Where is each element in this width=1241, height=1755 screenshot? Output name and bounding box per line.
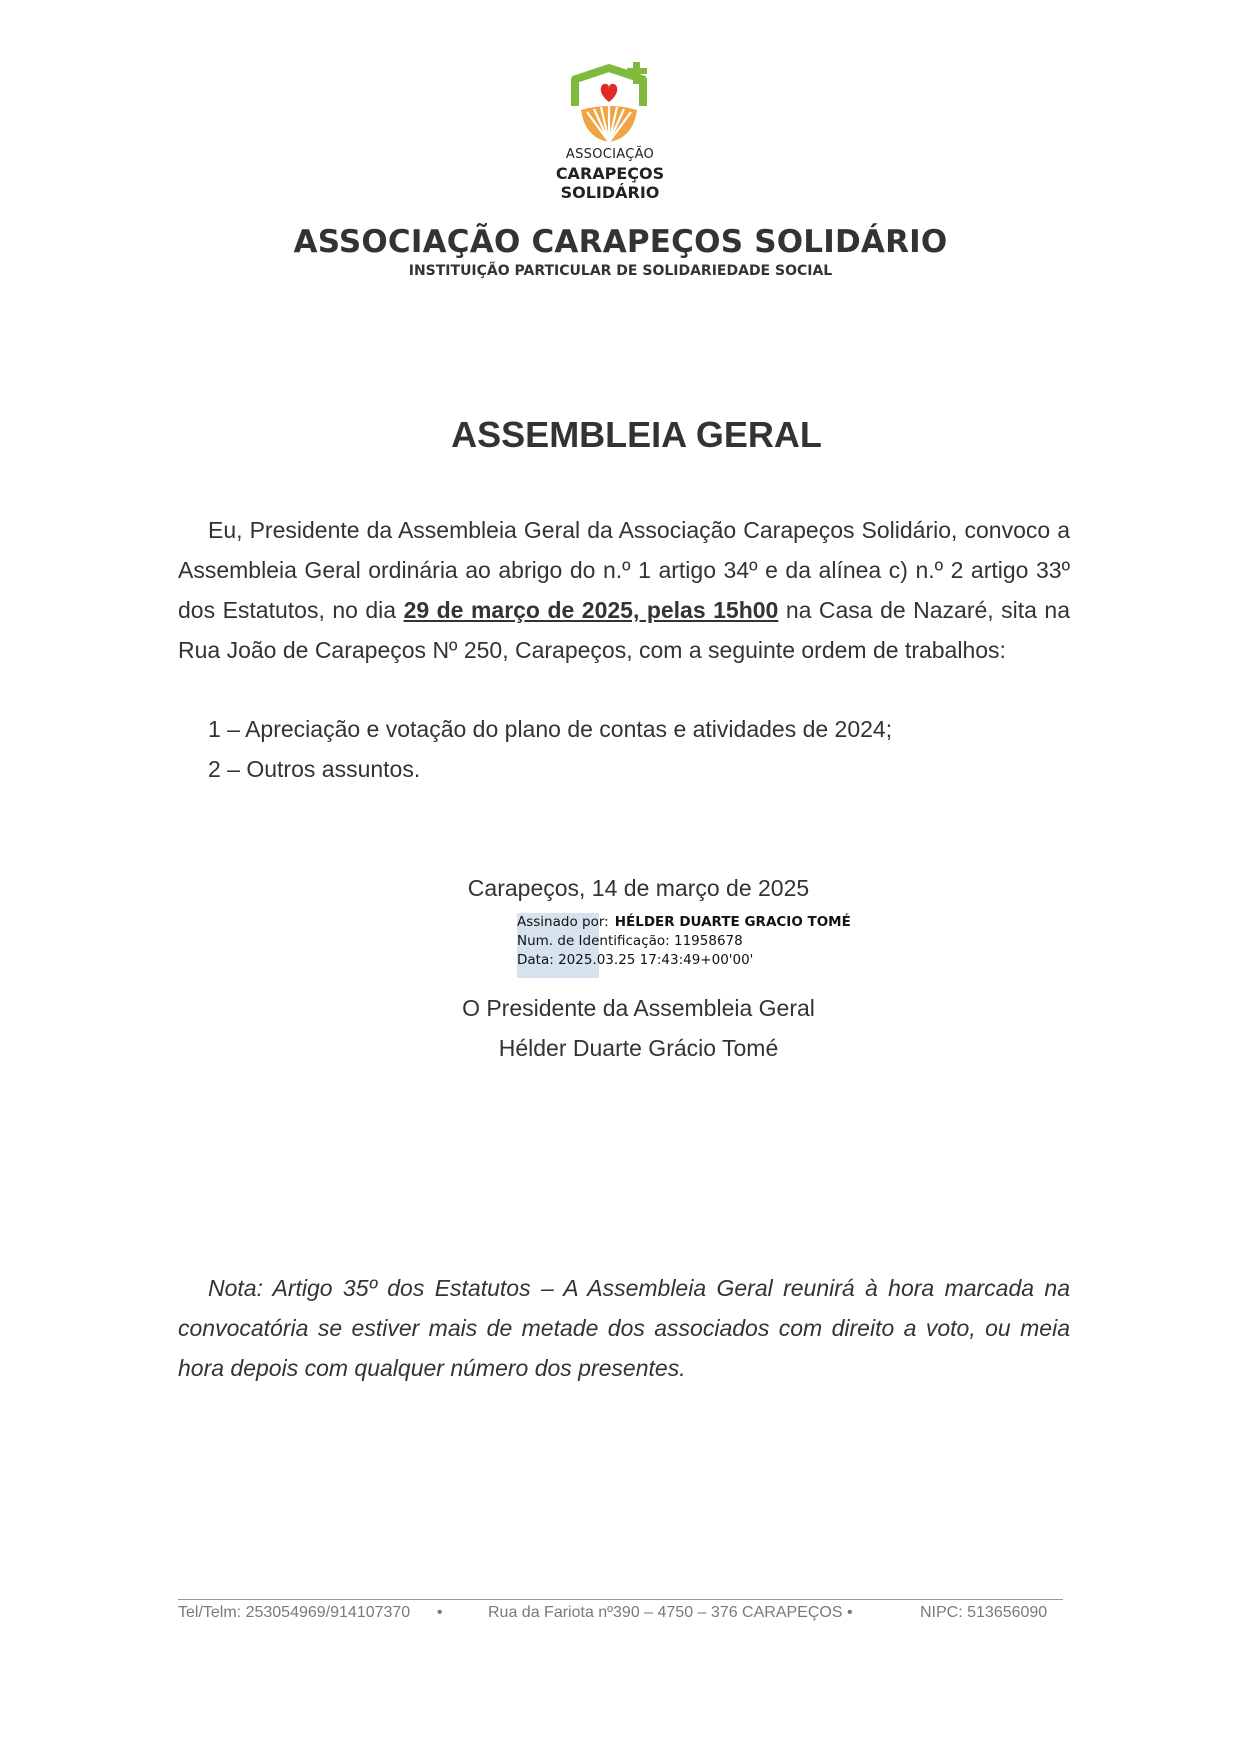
org-subtitle: INSTITUIÇÃO PARTICULAR DE SOLIDARIEDADE SOCIAL — [408, 263, 833, 279]
footer-divider — [178, 1599, 1063, 1600]
footer-address: Rua da Fariota nº390 – 4750 – 376 CARAPEÇOS • — [488, 1604, 853, 1621]
logo-heart-icon — [601, 84, 618, 102]
convocation-text-end: na Casa de Nazaré, sita na Rua João de Carapeços Nº 250, Carapeços, com a seguinte ordem de trabalhos: — [178, 597, 1070, 663]
document-title: ASSEMBLEIA GERAL — [451, 414, 822, 455]
place-and-date: Carapeços, 14 de março de 2025 — [467, 875, 810, 901]
statute-note: Nota: Artigo 35º dos Estatutos – A Assembleia Geral reunirá à hora marcada na convocatória se estiver mais de metade dos associados com direito a voto, ou meia hora depois com qualquer número dos presentes. — [178, 1275, 1070, 1381]
agenda-item: 1 – Apreciação e votação do plano de contas e atividades de 2024; — [208, 716, 893, 742]
logo-line-3: SOLIDÁRIO — [560, 183, 660, 202]
president-name: Hélder Duarte Grácio Tomé — [498, 1035, 779, 1061]
signature-id: Num. de Identificação: 11958678 — [517, 933, 743, 949]
president-role: O Presidente da Assembleia Geral — [462, 995, 815, 1021]
footer-separator: • — [436, 1604, 443, 1621]
agenda-item: 2 – Outros assuntos. — [208, 756, 421, 782]
convocation-paragraph — [178, 510, 1070, 670]
meeting-date-emphasis: 29 de março de 2025, pelas 15h00 — [403, 597, 779, 623]
footer-phone-text: Tel/Telm: 253054969/914107370 — [178, 1604, 411, 1621]
org-name: ASSOCIAÇÃO CARAPEÇOS SOLIDÁRIO — [293, 224, 948, 260]
signature-name: HÉLDER DUARTE GRACIO TOMÉ — [614, 914, 851, 930]
logo-line-2: CARAPEÇOS — [555, 164, 665, 183]
footer-phone — [178, 1604, 442, 1622]
convocation-text-start: Eu, Presidente da Assembleia Geral da Associação Carapeços Solidário, convoco a Assembleia Geral ordinária ao abrigo do n.º 1 artigo 34º e da alínea c) n.º 2 artigo 33º dos Estatutos, no dia — [178, 517, 1070, 623]
digital-signature-block — [517, 913, 851, 970]
footer-nipc: NIPC: 513656090 — [920, 1604, 1048, 1621]
association-logo — [567, 62, 651, 144]
logo-line-1: ASSOCIAÇÃO — [565, 147, 655, 162]
signature-label: Assinado por: — [517, 914, 609, 930]
signature-date: Data: 2025.03.25 17:43:49+00'00' — [517, 952, 754, 968]
